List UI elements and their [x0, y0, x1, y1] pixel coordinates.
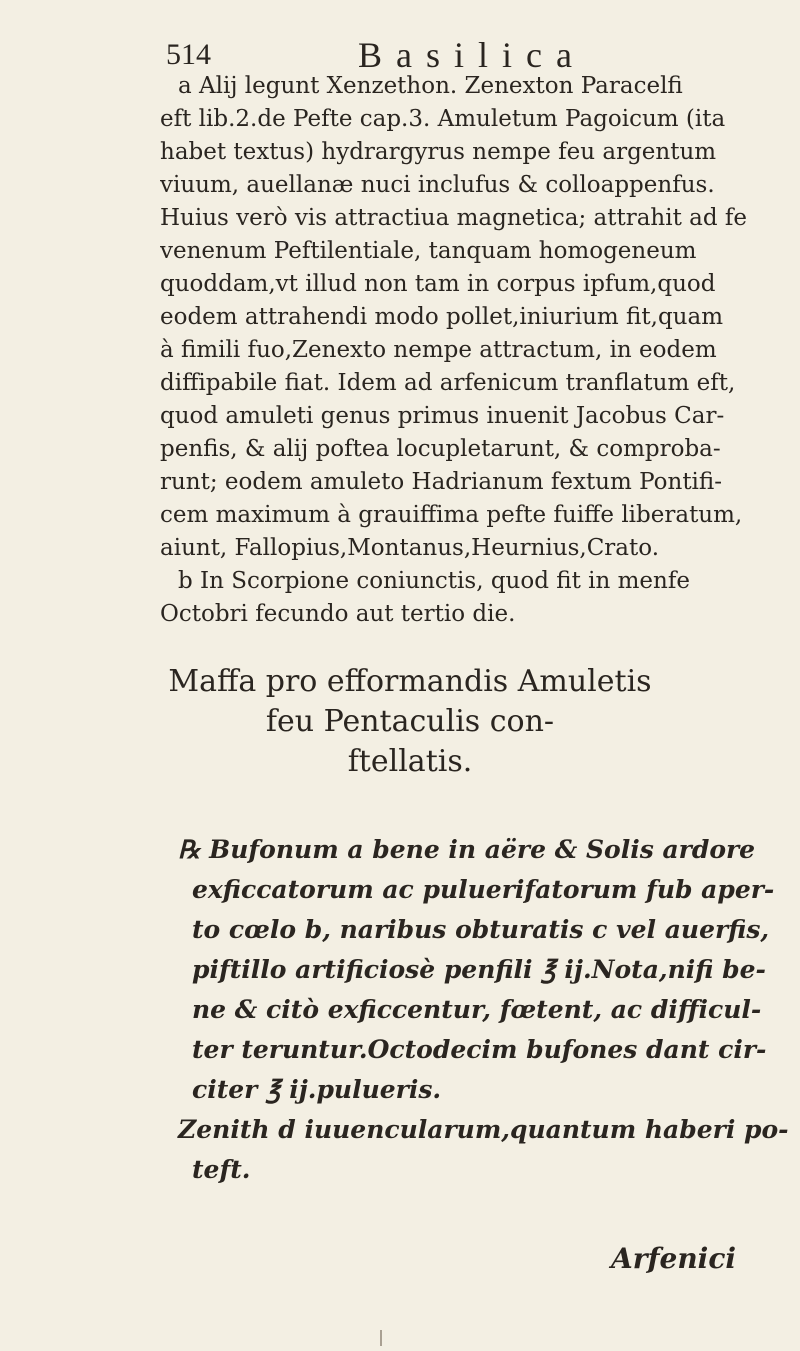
page-number: 514: [166, 38, 211, 71]
note-line: a Alij legunt Xenzethon. Zenexton Paracelfi: [178, 73, 683, 99]
recipe-line: piftillo artificiosè penfili ℥ ij.Nota,nifi be-: [192, 955, 766, 984]
note-line: Octobri fecundo aut tertio die.: [160, 601, 516, 627]
note-line: penfis, & alij poftea locupletarunt, & comproba-: [160, 436, 721, 462]
note-line: venenum Peftilentiale, tanquam homogeneum: [160, 238, 697, 264]
page-header: [0, 20, 800, 75]
section-title-line: feu Pentaculis con-: [265, 704, 555, 739]
note-line: cem maximum à grauiffima pefte fuiffe liberatum,: [160, 502, 743, 528]
note-line: diffipabile fiat. Idem ad arfenicum tranflatum eft,: [160, 370, 736, 396]
note-line: eft lib.2.de Pefte cap.3. Amuletum Pagoicum (ita: [160, 106, 726, 132]
note-line: quod amuleti genus primus inuenit Jacobus Car-: [160, 403, 725, 429]
section-title-line: Maffa pro efformandis Amuletis: [168, 664, 652, 699]
notes-block: [160, 70, 800, 631]
recipe-line: to cœlo b, naribus obturatis c vel auerfis,: [192, 915, 770, 944]
recipe-line: teft.: [192, 1155, 251, 1184]
section-title: [160, 662, 660, 782]
note-line: à fimili fuo,Zenexto nempe attractum, in eodem: [160, 337, 717, 363]
note-line: b In Scorpione coniunctis, quod fit in menfe: [178, 568, 690, 594]
recipe-line: exficcatorum ac puluerifatorum fub aper-: [192, 875, 775, 904]
recipe-block: [160, 830, 800, 1190]
gutter-mark: [380, 1330, 382, 1346]
note-line: Huius verò vis attractiua magnetica; attrahit ad fe: [160, 205, 748, 231]
note-line: runt; eodem amuleto Hadrianum fextum Pontifi-: [160, 469, 723, 495]
recipe-line: ne & citò exficcentur, fœtent, ac difficul-: [192, 995, 762, 1024]
recipe-line: Zenith d iuuencularum,quantum haberi po-: [178, 1115, 789, 1144]
recipe-line: ℞ Bufonum a bene in aëre & Solis ardore: [178, 835, 756, 864]
recipe-line: ter teruntur.Octodecim bufones dant cir-: [192, 1035, 767, 1064]
recipe-line: citer ℥ ij.pulueris.: [192, 1075, 442, 1104]
note-line: eodem attrahendi modo pollet,iniurium fit,quam: [160, 304, 724, 330]
note-line: aiunt, Fallopius,Montanus,Heurnius,Crato.: [160, 535, 660, 561]
catchword: Arfenici: [610, 1242, 736, 1275]
note-line: habet textus) hydrargyrus nempe feu argentum: [160, 139, 717, 165]
note-line: quoddam,vt illud non tam in corpus ipfum,quod: [160, 271, 716, 297]
section-title-line: ftellatis.: [347, 744, 473, 779]
note-line: viuum, auellanæ nuci inclufus & colloappenfus.: [160, 172, 715, 198]
running-title: Basilica: [358, 35, 586, 75]
